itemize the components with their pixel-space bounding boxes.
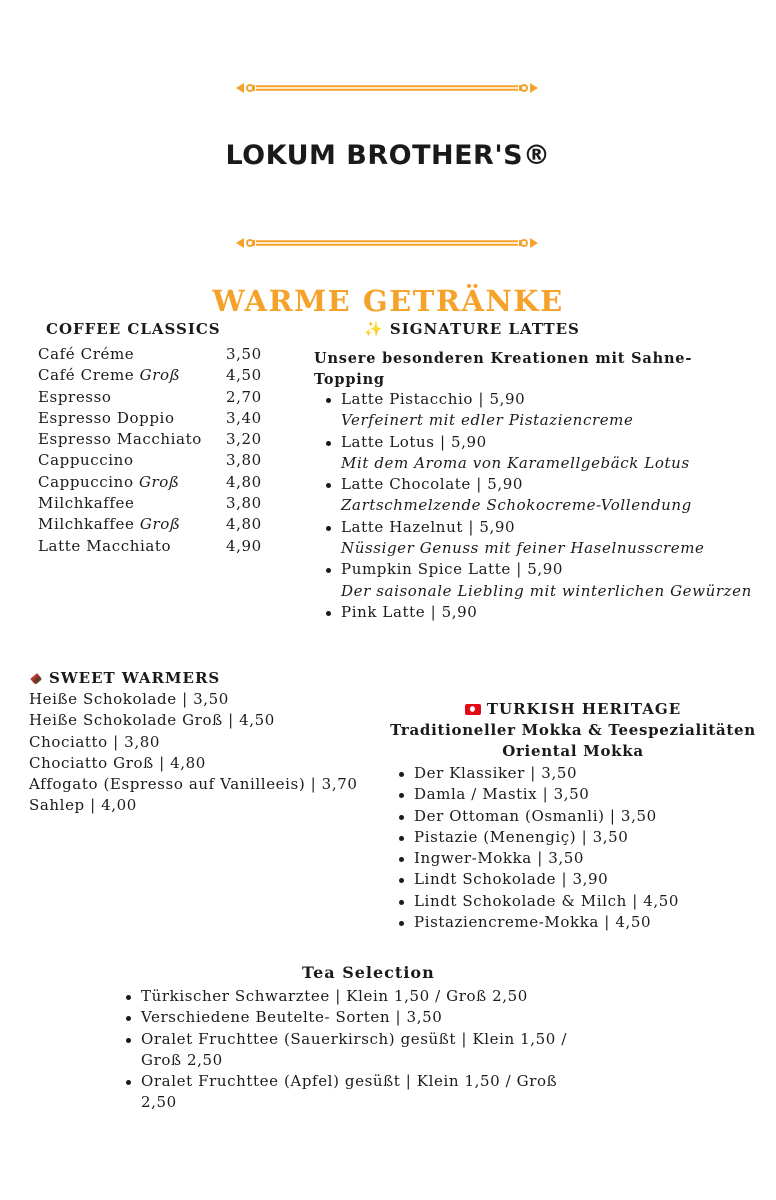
list-item bbox=[315, 602, 752, 623]
item-description: Mit dem Aroma von Karamellgebäck Lotus bbox=[341, 453, 690, 472]
coffee-classics-heading: COFFEE CLASSICS bbox=[46, 320, 221, 338]
list-item: Affogato (Espresso auf Vanilleeis) | 3,70 bbox=[29, 775, 358, 794]
list-item bbox=[315, 389, 752, 432]
item-title: Türkischer Schwarztee | Klein 1,50 / Groß 2,50 bbox=[141, 987, 528, 1005]
item-description: Verfeinert mit edler Pistaziencreme bbox=[341, 411, 634, 430]
section-title: WARME GETRÄNKE bbox=[212, 284, 564, 318]
list-item: Chociatto | 3,80 bbox=[29, 732, 160, 751]
item-name: Espresso Macchiato bbox=[38, 430, 202, 449]
bullet-icon bbox=[399, 921, 404, 926]
item-price: 4,50 bbox=[226, 366, 262, 385]
bullet-icon bbox=[399, 772, 404, 777]
list-item bbox=[115, 1007, 567, 1028]
bullet-icon bbox=[326, 526, 331, 531]
item-price: 3,40 bbox=[226, 408, 262, 427]
item-title: Latte Pistacchio | 5,90 bbox=[341, 390, 526, 408]
item-name: Cappuccino bbox=[38, 472, 139, 491]
item-title: Lindt Schokolade & Milch | 4,50 bbox=[414, 891, 680, 910]
item-size: Groß bbox=[138, 472, 180, 491]
bullet-icon bbox=[399, 793, 404, 798]
intro-line: Unsere besonderen Kreationen mit Sahne- bbox=[314, 350, 693, 367]
item-title: Latte Chocolate | 5,90 bbox=[341, 475, 524, 494]
brand-name: LOKUM BROTHER'S® bbox=[225, 140, 551, 171]
bullet-icon bbox=[126, 995, 131, 1000]
sweet-warmers-title: SWEET WARMERS bbox=[49, 669, 221, 687]
list-item bbox=[115, 1071, 567, 1114]
item-name: Espresso Doppio bbox=[38, 408, 175, 427]
item-price: 3,20 bbox=[226, 430, 262, 449]
bullet-icon bbox=[326, 483, 331, 488]
bullet-icon bbox=[399, 900, 404, 905]
list-item: Sahlep | 4,00 bbox=[29, 796, 137, 815]
list-item bbox=[388, 869, 679, 890]
tea-selection-heading: Tea Selection bbox=[302, 963, 435, 982]
turkish-flag-icon bbox=[465, 704, 481, 715]
item-description: Der saisonale Liebling mit winterlichen Gewürzen bbox=[341, 581, 752, 600]
menu-item bbox=[38, 536, 262, 557]
list-item: Chociatto Groß | 4,80 bbox=[29, 753, 206, 772]
item-price: 3,80 bbox=[226, 494, 262, 513]
item-name: Café Creme bbox=[38, 366, 140, 385]
item-title: Verschiedene Beutelte- Sorten | 3,50 bbox=[141, 1008, 443, 1027]
tea-selection-list bbox=[115, 986, 567, 1114]
list-item bbox=[388, 806, 679, 827]
item-title: Latte Hazelnut | 5,90 bbox=[341, 517, 516, 536]
item-name: Milchkaffee bbox=[38, 494, 135, 513]
bullet-icon bbox=[126, 1016, 131, 1021]
bullet-icon bbox=[126, 1038, 131, 1043]
signature-lattes-list bbox=[315, 389, 752, 623]
bullet-icon bbox=[399, 815, 404, 820]
bullet-icon bbox=[399, 836, 404, 841]
item-size: Groß bbox=[139, 515, 181, 534]
item-price: 4,80 bbox=[226, 472, 262, 491]
top-ornament-divider bbox=[234, 80, 540, 96]
bullet-icon bbox=[326, 611, 331, 616]
bullet-icon bbox=[399, 878, 404, 883]
coffee-classics-list bbox=[38, 344, 262, 557]
turkish-heritage-subheading: Traditioneller Mokka & Teespezialitäten bbox=[390, 721, 756, 739]
menu-item bbox=[38, 493, 262, 514]
item-name: Café Créme bbox=[38, 345, 135, 363]
oriental-mokka-title: Oriental Mokka bbox=[502, 742, 644, 760]
list-item: Heiße Schokolade | 3,50 bbox=[29, 690, 229, 708]
list-item: Heiße Schokolade Groß | 4,50 bbox=[29, 711, 275, 730]
bullet-icon bbox=[326, 398, 331, 403]
turkish-heritage-title: TURKISH HERITAGE bbox=[486, 700, 682, 718]
signature-lattes-heading: ✨ SIGNATURE LATTES bbox=[364, 320, 580, 338]
item-title: Pink Latte | 5,90 bbox=[341, 602, 478, 621]
list-item bbox=[315, 474, 752, 517]
menu-item bbox=[38, 472, 262, 493]
menu-item bbox=[38, 387, 262, 408]
item-title-continued: Groß 2,50 bbox=[141, 1050, 223, 1069]
list-item bbox=[315, 559, 752, 602]
item-title: Ingwer-Mokka | 3,50 bbox=[414, 849, 585, 868]
item-price: 3,50 bbox=[226, 345, 262, 363]
list-item bbox=[315, 432, 752, 475]
item-description: Nüssiger Genuss mit feiner Haselnusscreme bbox=[341, 539, 705, 558]
list-item bbox=[388, 827, 679, 848]
menu-item bbox=[38, 365, 262, 386]
menu-item bbox=[38, 408, 262, 429]
item-title: Oralet Fruchttee (Apfel) gesüßt | Klein 1,50 / Groß bbox=[141, 1072, 558, 1091]
chocolate-icon bbox=[30, 672, 43, 685]
item-price: 3,80 bbox=[226, 451, 262, 470]
item-name: Espresso bbox=[38, 387, 112, 406]
item-title: Lindt Schokolade | 3,90 bbox=[414, 870, 609, 889]
menu-item bbox=[38, 514, 262, 535]
item-title: Oralet Fruchttee (Sauerkirsch) gesüßt | Klein 1,50 / bbox=[141, 1029, 567, 1048]
item-size: Groß bbox=[139, 366, 181, 385]
item-description: Zartschmelzende Schokocreme-Vollendung bbox=[341, 496, 692, 515]
intro-line: Topping bbox=[314, 371, 385, 389]
item-price: 4,80 bbox=[226, 515, 262, 534]
list-item bbox=[115, 986, 567, 1007]
item-title: Der Ottoman (Osmanli) | 3,50 bbox=[414, 806, 657, 825]
list-item bbox=[388, 763, 679, 784]
item-title: Der Klassiker | 3,50 bbox=[414, 764, 578, 782]
item-title: Latte Lotus | 5,90 bbox=[341, 432, 487, 451]
bullet-icon bbox=[399, 857, 404, 862]
menu-item bbox=[38, 450, 262, 471]
sweet-warmers-list bbox=[29, 689, 357, 817]
menu-item bbox=[38, 344, 262, 365]
list-item bbox=[388, 912, 679, 933]
item-title: Pistazie (Menengiç) | 3,50 bbox=[414, 827, 629, 846]
bullet-icon bbox=[326, 568, 331, 573]
item-price: 2,70 bbox=[226, 387, 262, 406]
list-item bbox=[388, 848, 679, 869]
sweet-warmers-heading bbox=[30, 669, 220, 687]
list-item bbox=[315, 517, 752, 560]
item-name: Cappuccino bbox=[38, 451, 134, 470]
item-price: 4,90 bbox=[226, 536, 262, 555]
list-item bbox=[388, 784, 679, 805]
item-title: Pumpkin Spice Latte | 5,90 bbox=[341, 560, 564, 579]
item-name: Milchkaffee bbox=[38, 515, 140, 534]
oriental-mokka-list bbox=[388, 763, 679, 933]
menu-item bbox=[38, 429, 262, 450]
bullet-icon bbox=[126, 1080, 131, 1085]
item-title-continued: 2,50 bbox=[141, 1093, 177, 1112]
item-title: Damla / Mastix | 3,50 bbox=[414, 785, 590, 804]
bullet-icon bbox=[326, 441, 331, 446]
item-title: Pistaziencreme-Mokka | 4,50 bbox=[414, 913, 652, 932]
signature-lattes-intro bbox=[314, 348, 692, 391]
item-name: Latte Macchiato bbox=[38, 536, 172, 555]
list-item bbox=[115, 1029, 567, 1072]
turkish-heritage-heading bbox=[388, 700, 758, 718]
bottom-ornament-divider bbox=[234, 235, 540, 251]
list-item bbox=[388, 891, 679, 912]
